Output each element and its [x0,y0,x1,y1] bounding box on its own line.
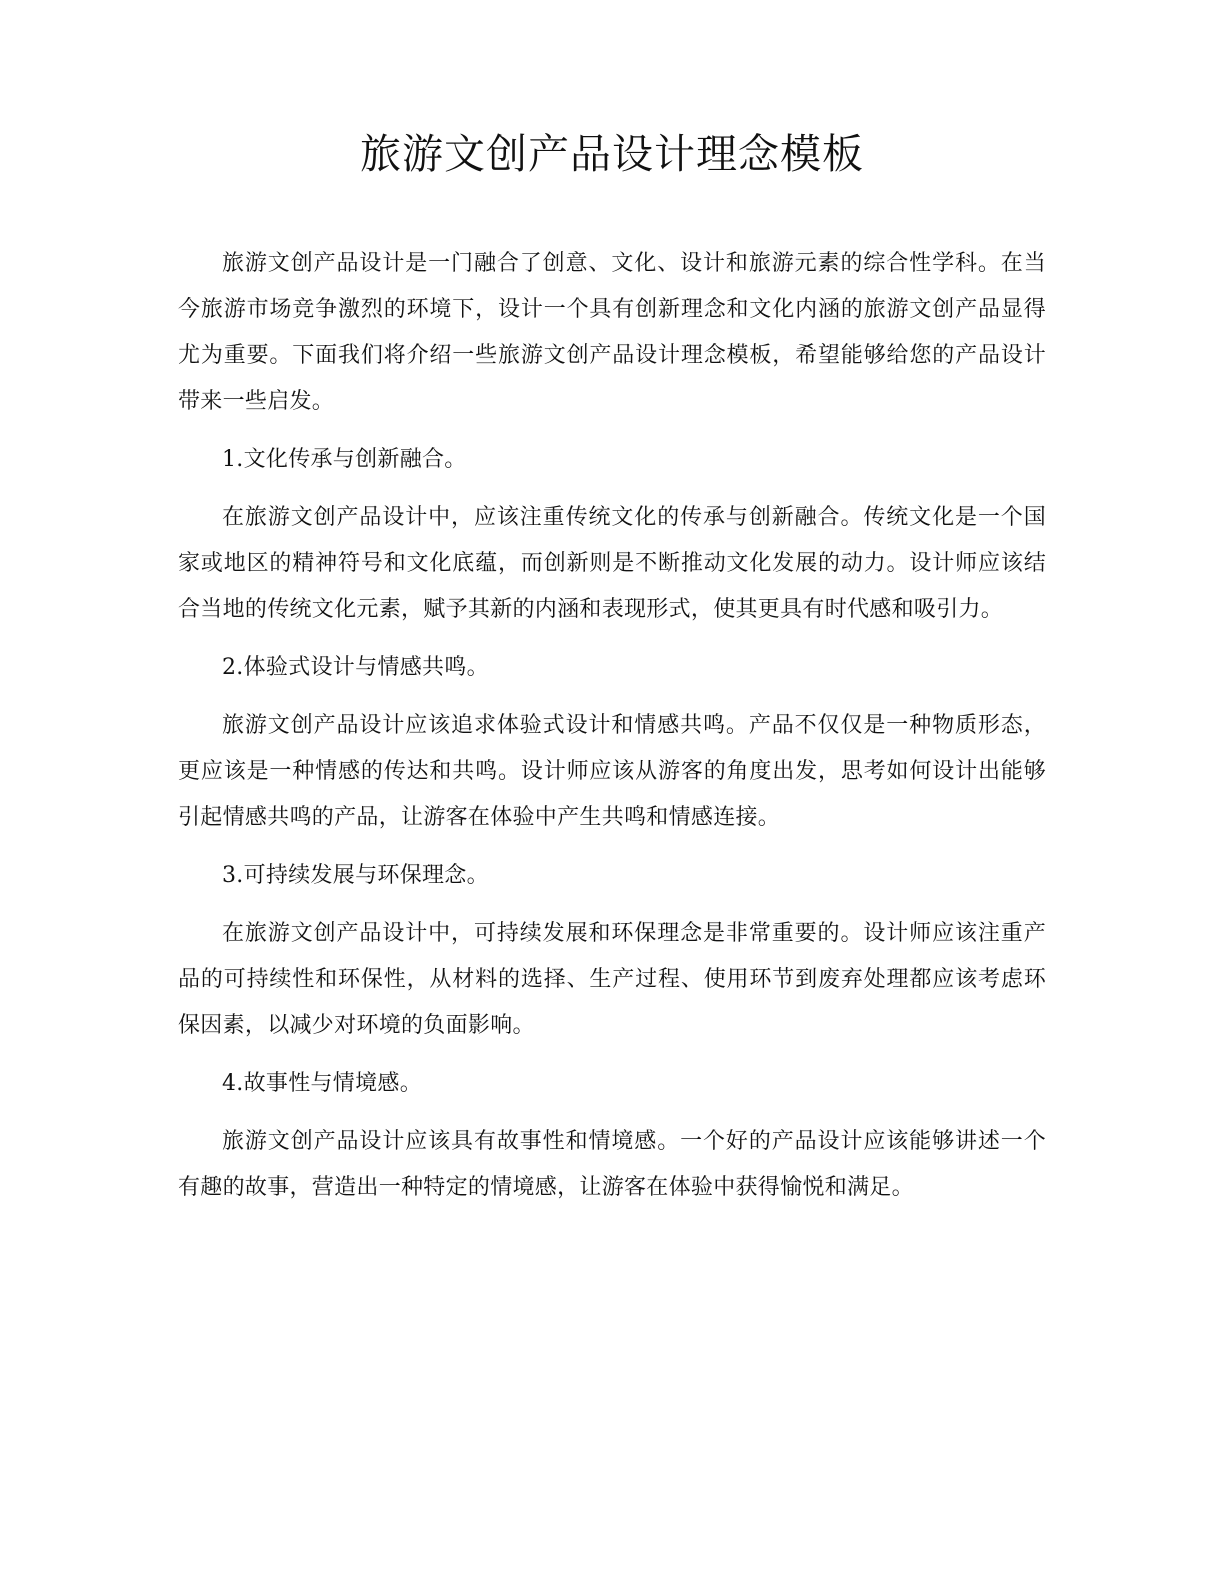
document-body [178,241,1046,1223]
section-body-4: 旅游文创产品设计应该具有故事性和情境感。一个好的产品设计应该能够讲述一个有趣的故事，营造出一种特定的情境感，让游客在体验中获得愉悦和满足。 [178,1129,1046,1200]
section-body-1: 在旅游文创产品设计中，应该注重传统文化的传承与创新融合。传统文化是一个国家或地区的精神符号和文化底蕴，而创新则是不断推动文化发展的动力。设计师应该结合当地的传统文化元素，赋予其新的内涵和表现形式，使其更具有时代感和吸引力。 [178,505,1046,622]
document-title: 旅游文创产品设计理念模板 [360,130,864,178]
section-body-2: 旅游文创产品设计应该追求体验式设计和情感共鸣。产品不仅仅是一种物质形态，更应该是一种情感的传达和共鸣。设计师应该从游客的角度出发，思考如何设计出能够引起情感共鸣的产品，让游客在体验中产生共鸣和情感连接。 [178,713,1046,830]
section-heading-4: 4.故事性与情境感。 [222,1071,422,1096]
section-heading-3: 3.可持续发展与环保理念。 [222,863,489,888]
section-body-3: 在旅游文创产品设计中，可持续发展和环保理念是非常重要的。设计师应该注重产品的可持续性和环保性，从材料的选择、生产过程、使用环节到废弃处理都应该考虑环保因素，以减少对环境的负面影响。 [178,921,1046,1038]
section-heading-2: 2.体验式设计与情感共鸣。 [222,655,489,680]
section-heading-1: 1.文化传承与创新融合。 [222,447,467,472]
intro-paragraph: 旅游文创产品设计是一门融合了创意、文化、设计和旅游元素的综合性学科。在当今旅游市场竞争激烈的环境下，设计一个具有创新理念和文化内涵的旅游文创产品显得尤为重要。下面我们将介绍一些旅游文创产品设计理念模板，希望能够给您的产品设计带来一些启发。 [178,251,1046,414]
